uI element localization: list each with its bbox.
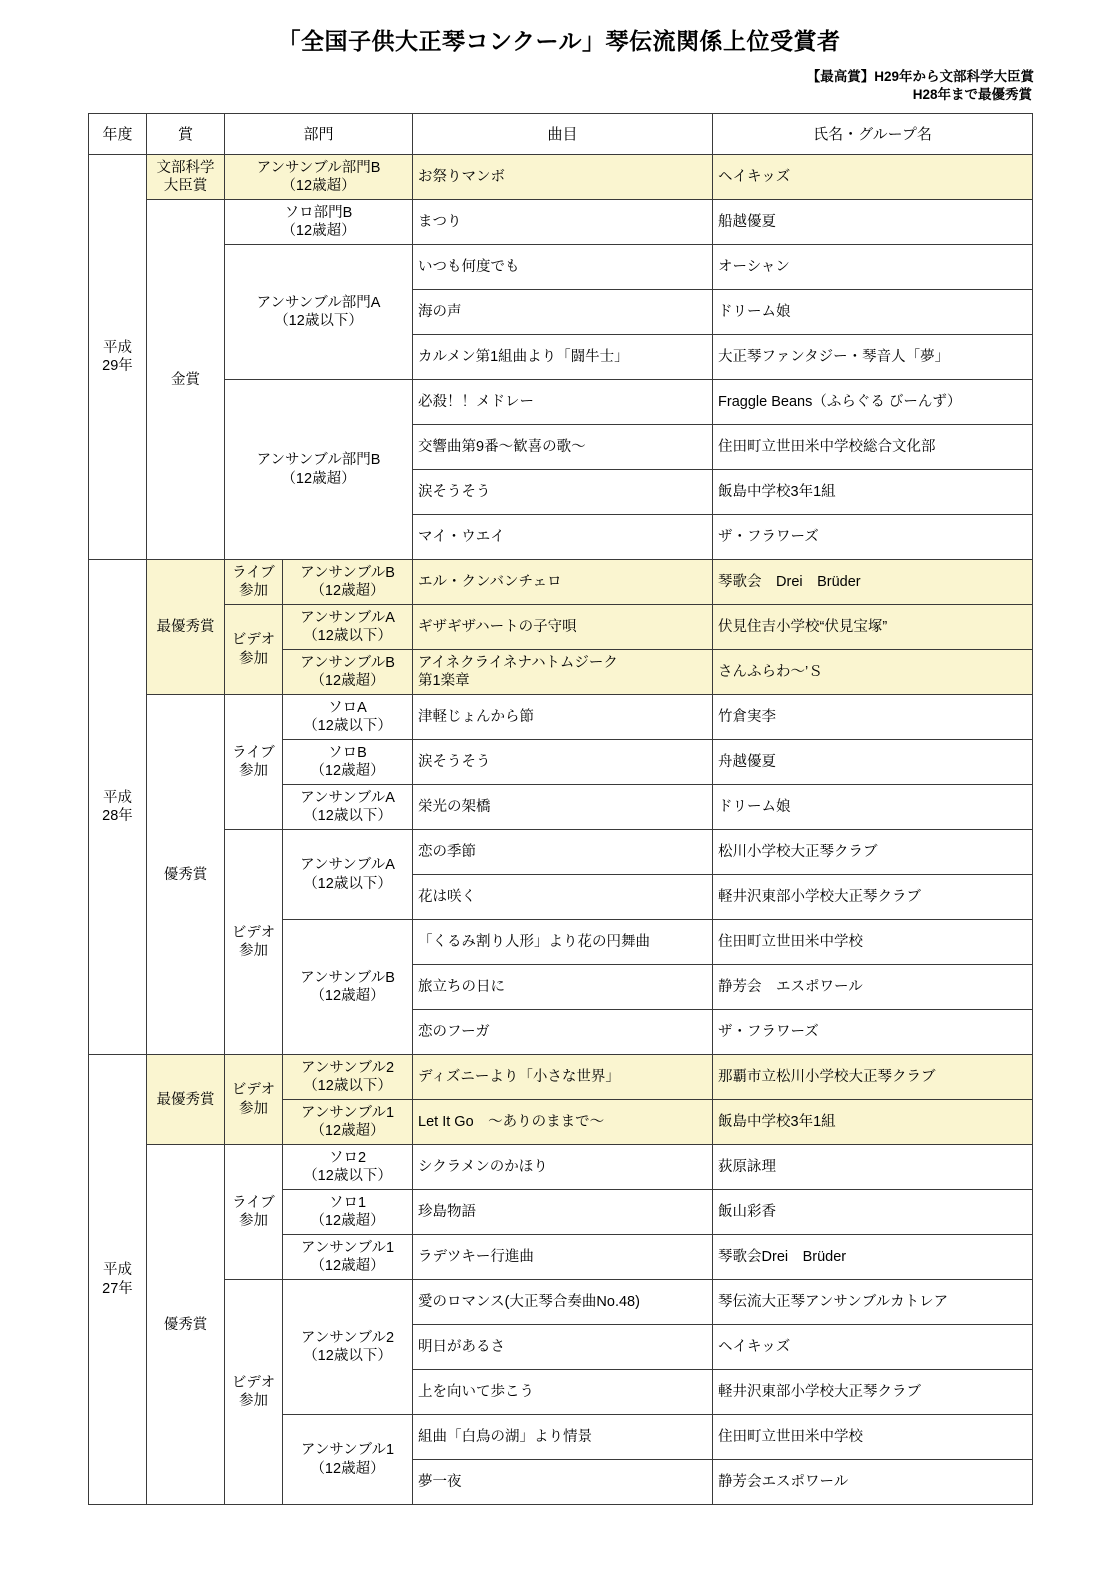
name-cell: 琴歌会Drei Brüder xyxy=(713,1235,1033,1280)
name-cell: 飯山彩香 xyxy=(713,1190,1033,1235)
song-cell: 涙そうそう xyxy=(413,470,713,515)
name-cell: オーシャン xyxy=(713,245,1033,290)
table-row xyxy=(89,1145,1033,1190)
prize-line1: 文部科学 xyxy=(156,159,215,176)
song-cell: 恋の季節 xyxy=(413,830,713,875)
division-line1: アンサンブルB xyxy=(300,654,395,671)
top-award-note-line2: H28年まで最優秀賞 xyxy=(912,86,1032,102)
name-cell: Fraggle Beans（ふらぐる びーんず） xyxy=(713,380,1033,425)
division-cell xyxy=(283,695,413,740)
awards-table-body xyxy=(89,155,1033,1505)
division-line2: （12歳超） xyxy=(310,1213,385,1230)
column-header-division: 部門 xyxy=(225,114,413,155)
name-cell: 住田町立世田米中学校 xyxy=(713,920,1033,965)
division-line2: （12歳超） xyxy=(310,1460,385,1477)
division-cell xyxy=(283,1415,413,1505)
division-line1: アンサンブル部門A xyxy=(256,294,381,311)
division-cell xyxy=(283,740,413,785)
participation-line1: ライブ xyxy=(232,1194,275,1211)
division-line2: （12歳以下） xyxy=(303,1168,392,1185)
song-cell: 愛のロマンス(大正琴合奏曲No.48) xyxy=(413,1280,713,1325)
division-cell xyxy=(283,650,413,695)
participation-line1: ビデオ xyxy=(231,632,276,649)
song-cell: いつも何度でも xyxy=(413,245,713,290)
year-line2: 29年 xyxy=(102,358,133,375)
table-row xyxy=(89,605,1033,650)
division-cell xyxy=(283,560,413,605)
division-line1: アンサンブル2 xyxy=(300,1059,395,1076)
division-line1: ソロB xyxy=(328,744,367,761)
division-line2: （12歳超） xyxy=(310,988,385,1005)
table-row xyxy=(89,1055,1033,1100)
song-cell: 組曲「白鳥の湖」より情景 xyxy=(413,1415,713,1460)
table-row xyxy=(89,1280,1033,1325)
participation-line2: 参加 xyxy=(239,583,268,600)
participation-cell xyxy=(225,560,283,605)
name-cell: 大正琴ファンタジー・琴音人「夢」 xyxy=(713,335,1033,380)
prize-cell-yushu: 優秀賞 xyxy=(147,1145,225,1505)
name-cell: ザ・フラワーズ xyxy=(713,515,1033,560)
song-cell: まつり xyxy=(413,200,713,245)
table-row xyxy=(89,245,1033,290)
division-line2: （12歳超） xyxy=(310,673,385,690)
division-line1: アンサンブル2 xyxy=(300,1329,395,1346)
participation-line1: ライブ xyxy=(232,744,275,761)
participation-cell xyxy=(225,695,283,830)
song-cell: 珍島物語 xyxy=(413,1190,713,1235)
song-cell: 夢一夜 xyxy=(413,1460,713,1505)
song-cell: お祭りマンボ xyxy=(413,155,713,200)
top-award-note xyxy=(0,68,1118,104)
division-line1: アンサンブルA xyxy=(300,789,395,806)
division-line2: （12歳以下） xyxy=(303,718,392,735)
song-cell: ラデツキー行進曲 xyxy=(413,1235,713,1280)
year-cell-h27 xyxy=(89,1055,147,1505)
table-row xyxy=(89,380,1033,425)
division-cell xyxy=(283,1235,413,1280)
division-line2: （12歳超） xyxy=(310,1258,385,1275)
name-cell: 琴歌会 Drei Brüder xyxy=(713,560,1033,605)
division-cell xyxy=(225,200,413,245)
division-line2: （12歳以下） xyxy=(303,1078,392,1095)
song-cell: 旅立ちの日に xyxy=(413,965,713,1010)
song-cell: シクラメンのかほり xyxy=(413,1145,713,1190)
division-line2: （12歳超） xyxy=(310,763,385,780)
song-cell: 「くるみ割り人形」より花の円舞曲 xyxy=(413,920,713,965)
division-line1: アンサンブル部門B xyxy=(256,452,381,469)
year-line2: 27年 xyxy=(102,1280,133,1297)
name-cell: 軽井沢東部小学校大正琴クラブ xyxy=(713,1370,1033,1415)
division-cell xyxy=(283,1100,413,1145)
table-row xyxy=(89,830,1033,875)
division-line2: （12歳超） xyxy=(281,178,356,195)
song-cell: 交響曲第9番〜歓喜の歌〜 xyxy=(413,425,713,470)
name-cell: 飯島中学校3年1組 xyxy=(713,1100,1033,1145)
participation-line2: 参加 xyxy=(239,943,268,960)
division-line1: アンサンブルA xyxy=(300,609,395,626)
division-line1: アンサンブルA xyxy=(300,857,395,874)
division-cell xyxy=(283,830,413,920)
song-cell: 必殺！！メドレー xyxy=(413,380,713,425)
division-line2: （12歳超） xyxy=(310,583,385,600)
participation-line1: ビデオ xyxy=(231,1082,276,1099)
participation-line2: 参加 xyxy=(239,763,268,780)
division-line2: （12歳超） xyxy=(281,470,356,487)
division-line1: アンサンブル部門B xyxy=(256,159,381,176)
name-cell: ドリーム娘 xyxy=(713,290,1033,335)
division-line1: アンサンブル1 xyxy=(300,1239,395,1256)
year-cell-h28 xyxy=(89,560,147,1055)
prize-cell-yushu: 優秀賞 xyxy=(147,695,225,1055)
top-award-note-line1: 【最高賞】H29年から文部科学大臣賞 xyxy=(806,68,1034,84)
song-cell xyxy=(413,650,713,695)
prize-cell-mext xyxy=(147,155,225,200)
division-line1: ソロ1 xyxy=(328,1194,367,1211)
song-line2: 第1楽章 xyxy=(418,673,470,690)
division-cell xyxy=(283,1055,413,1100)
name-cell: 住田町立世田米中学校 xyxy=(713,1415,1033,1460)
division-line2: （12歳超） xyxy=(310,1123,385,1140)
song-cell: ディズニーより「小さな世界」 xyxy=(413,1055,713,1100)
division-cell xyxy=(283,1145,413,1190)
participation-line1: ビデオ xyxy=(231,924,276,941)
name-cell: ヘイキッズ xyxy=(713,1325,1033,1370)
name-cell: ヘイキッズ xyxy=(713,155,1033,200)
song-line1: アイネクライネナハトムジーク xyxy=(418,654,618,671)
table-row xyxy=(89,200,1033,245)
song-cell: 海の声 xyxy=(413,290,713,335)
page-title: 「全国子供大正琴コンクール」琴伝流関係上位受賞者 xyxy=(277,28,841,54)
participation-cell xyxy=(225,1055,283,1145)
division-cell xyxy=(225,245,413,380)
name-cell: 軽井沢東部小学校大正琴クラブ xyxy=(713,875,1033,920)
division-line2: （12歳以下） xyxy=(303,628,392,645)
division-line2: （12歳以下） xyxy=(303,1348,392,1365)
participation-line2: 参加 xyxy=(239,1393,268,1410)
division-cell xyxy=(283,605,413,650)
division-line1: ソロ2 xyxy=(328,1149,367,1166)
table-header-row xyxy=(89,114,1033,155)
division-line2: （12歳以下） xyxy=(303,808,392,825)
name-cell: 琴伝流大正琴アンサンブルカトレア xyxy=(713,1280,1033,1325)
division-line1: ソロ部門B xyxy=(284,204,353,221)
awards-table xyxy=(88,113,1033,1505)
participation-line2: 参加 xyxy=(239,1213,268,1230)
song-cell: 栄光の架橋 xyxy=(413,785,713,830)
division-cell xyxy=(283,1190,413,1235)
name-cell: 飯島中学校3年1組 xyxy=(713,470,1033,515)
name-cell: ドリーム娘 xyxy=(713,785,1033,830)
participation-line2: 参加 xyxy=(239,650,268,667)
name-cell: 静芳会エスポワール xyxy=(713,1460,1033,1505)
table-row xyxy=(89,560,1033,605)
name-cell: ザ・フラワーズ xyxy=(713,1010,1033,1055)
name-cell: 静芳会 エスポワール xyxy=(713,965,1033,1010)
division-line1: アンサンブル1 xyxy=(300,1104,395,1121)
name-cell: 住田町立世田米中学校総合文化部 xyxy=(713,425,1033,470)
participation-cell xyxy=(225,605,283,695)
name-cell: 竹倉実李 xyxy=(713,695,1033,740)
division-line1: ソロA xyxy=(328,699,367,716)
prize-cell-gold: 金賞 xyxy=(147,200,225,560)
table-row xyxy=(89,695,1033,740)
song-cell: 涙そうそう xyxy=(413,740,713,785)
participation-cell xyxy=(225,1280,283,1505)
division-cell xyxy=(283,920,413,1055)
prize-cell-saiyushu: 最優秀賞 xyxy=(147,1055,225,1145)
name-cell: 松川小学校大正琴クラブ xyxy=(713,830,1033,875)
division-line2: （12歳超） xyxy=(281,223,356,240)
year-line1: 平成 xyxy=(103,1262,132,1279)
name-cell: 伏見住吉小学校“伏見宝塚” xyxy=(713,605,1033,650)
division-line1: アンサンブル1 xyxy=(300,1442,395,1459)
song-cell: カルメン第1組曲より「闘牛士」 xyxy=(413,335,713,380)
division-line1: アンサンブルB xyxy=(300,564,395,581)
name-cell: さんふらわ〜’Ｓ xyxy=(713,650,1033,695)
prize-cell-saiyushu: 最優秀賞 xyxy=(147,560,225,695)
division-line2: （12歳以下） xyxy=(303,875,392,892)
column-header-year: 年度 xyxy=(89,114,147,155)
division-line1: アンサンブルB xyxy=(300,969,395,986)
name-cell: 舟越優夏 xyxy=(713,740,1033,785)
table-row xyxy=(89,155,1033,200)
year-line1: 平成 xyxy=(103,789,132,806)
division-line2: （12歳以下） xyxy=(274,313,363,330)
song-cell: 恋のフーガ xyxy=(413,1010,713,1055)
name-cell: 荻原詠理 xyxy=(713,1145,1033,1190)
prize-line2: 大臣賞 xyxy=(163,178,208,195)
participation-line1: ビデオ xyxy=(231,1374,276,1391)
year-cell-h29 xyxy=(89,155,147,560)
column-header-prize: 賞 xyxy=(147,114,225,155)
participation-cell xyxy=(225,830,283,1055)
column-header-name: 氏名・グループ名 xyxy=(713,114,1033,155)
song-cell: 津軽じょんから節 xyxy=(413,695,713,740)
song-cell: マイ・ウエイ xyxy=(413,515,713,560)
year-line1: 平成 xyxy=(103,339,132,356)
song-cell: 明日があるさ xyxy=(413,1325,713,1370)
participation-cell xyxy=(225,1145,283,1280)
song-cell: エル・クンバンチェロ xyxy=(413,560,713,605)
name-cell: 那覇市立松川小学校大正琴クラブ xyxy=(713,1055,1033,1100)
song-cell: 花は咲く xyxy=(413,875,713,920)
division-cell xyxy=(225,380,413,560)
participation-line1: ライブ xyxy=(232,564,275,581)
song-cell: Let It Go 〜ありのままで〜 xyxy=(413,1100,713,1145)
column-header-song: 曲目 xyxy=(413,114,713,155)
participation-line2: 参加 xyxy=(239,1100,268,1117)
division-cell xyxy=(283,785,413,830)
song-cell: 上を向いて歩こう xyxy=(413,1370,713,1415)
division-cell xyxy=(283,1280,413,1415)
year-line2: 28年 xyxy=(102,808,133,825)
song-cell: ギザギザハートの子守唄 xyxy=(413,605,713,650)
name-cell: 船越優夏 xyxy=(713,200,1033,245)
division-cell xyxy=(225,155,413,200)
